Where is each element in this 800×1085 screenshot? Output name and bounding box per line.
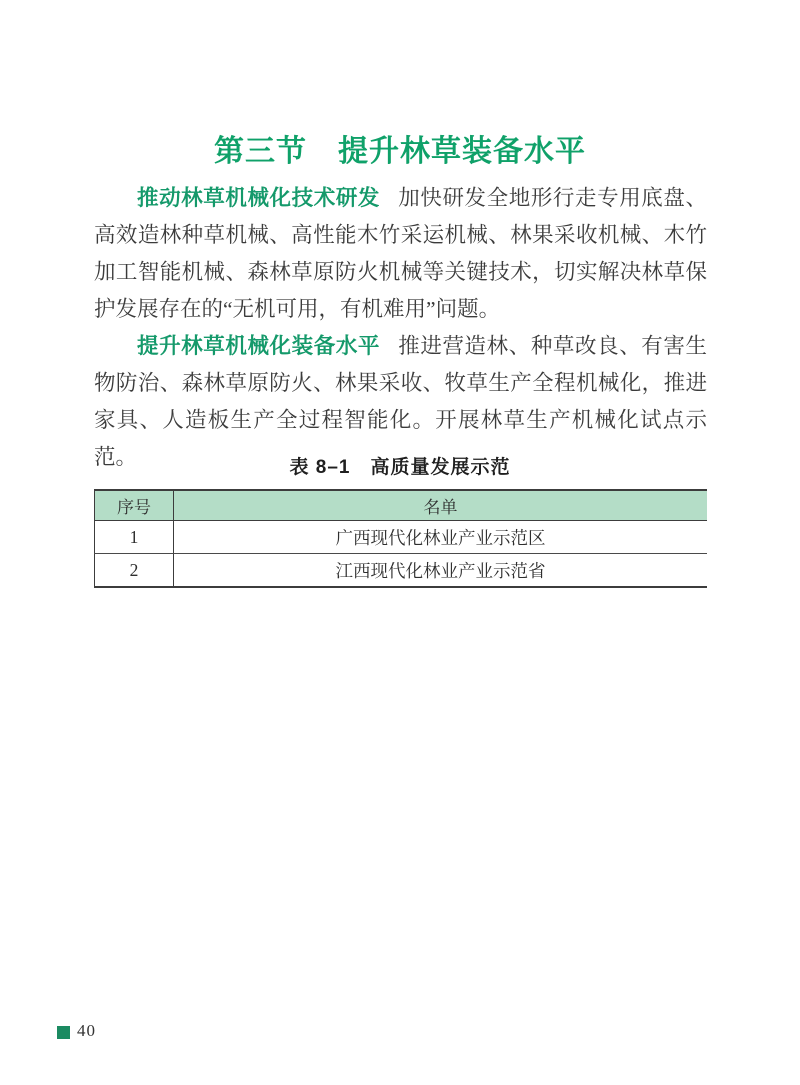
cell-number: 2 xyxy=(95,554,174,588)
table-row xyxy=(95,521,708,554)
table-caption: 表 8–1 高质量发展示范 xyxy=(289,457,511,478)
paragraph-text: 推进营造林、种草改良、有害生物防治、森林草原防火、林果采收、牧草生产全程机械化，推进家具、人造板生产全过程智能化。开展林草生产机械化试点示范。 xyxy=(94,334,707,469)
page-number: 40 xyxy=(77,1021,96,1040)
table-header-row xyxy=(95,490,708,521)
table-row xyxy=(95,554,708,588)
cell-name: 江西现代化林业产业示范省 xyxy=(174,554,708,588)
page-marker-square-icon xyxy=(57,1026,70,1039)
cell-name: 广西现代化林业产业示范区 xyxy=(174,521,708,554)
paragraph-text: 加快研发全地形行走专用底盘、高效造林种草机械、高性能木竹采运机械、林果采收机械、木竹加工智能机械、森林草原防火机械等关键技术，切实解决林草保护发展存在的“无机可用，有机难用”问题。 xyxy=(94,186,707,321)
body-text xyxy=(94,180,707,476)
paragraph-lead: 推动林草机械化技术研发 xyxy=(137,186,381,210)
header-cell-name: 名单 xyxy=(174,490,708,521)
demonstration-table xyxy=(94,489,707,588)
paragraph-lead: 提升林草机械化装备水平 xyxy=(137,334,381,358)
cell-number: 1 xyxy=(95,521,174,554)
header-cell-number: 序号 xyxy=(95,490,174,521)
paragraph xyxy=(94,180,707,328)
section-title: 第三节 提升林草装备水平 xyxy=(214,135,586,169)
